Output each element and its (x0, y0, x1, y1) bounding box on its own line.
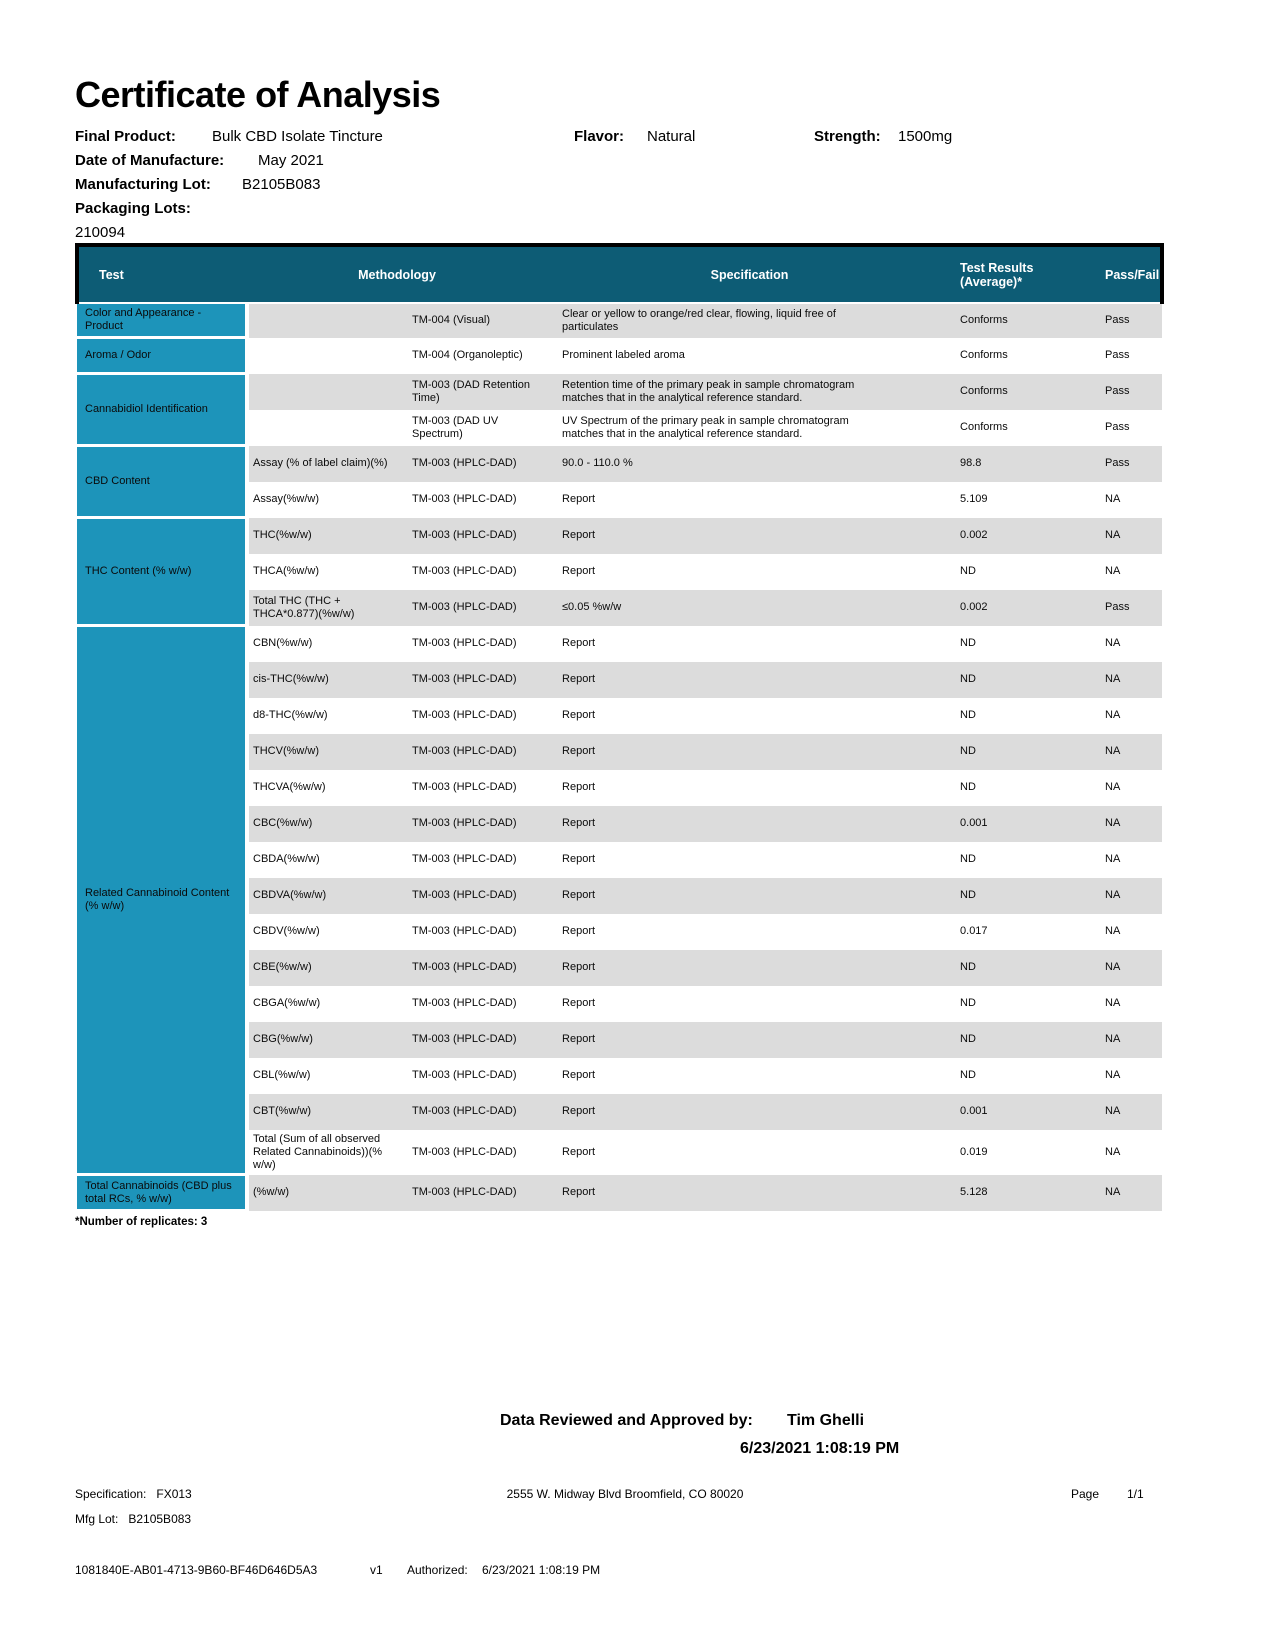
test-cell: Assay (% of label claim)(%) (247, 446, 407, 482)
result-cell: ND (952, 698, 1097, 734)
footer-document-id: 1081840E-AB01-4713-9B60-BF46D646D5A3 (75, 1563, 318, 1577)
specification-cell: 90.0 - 110.0 % (547, 446, 952, 482)
result-cell: ND (952, 842, 1097, 878)
test-group-cell: Color and Appearance - Product (77, 303, 247, 338)
specification-cell: ≤0.05 %w/w (547, 590, 952, 626)
test-cell (247, 338, 407, 374)
header-methodology: Methodology (247, 245, 547, 303)
passfail-cell: Pass (1097, 338, 1162, 374)
specification-cell: Report (547, 626, 952, 662)
methodology-cell: TM-003 (HPLC-DAD) (407, 986, 547, 1022)
result-cell: ND (952, 626, 1097, 662)
footer-authorized-label: Authorized: (407, 1563, 468, 1577)
header-test: Test (77, 245, 247, 303)
date-of-manufacture-label: Date of Manufacture: (75, 152, 225, 169)
methodology-cell: TM-003 (HPLC-DAD) (407, 1130, 547, 1175)
specification-cell: Report (547, 914, 952, 950)
specification-cell: Report (547, 1130, 952, 1175)
footer-mfg-lot-label: Mfg Lot: (75, 1512, 119, 1526)
test-cell: CBGA(%w/w) (247, 986, 407, 1022)
passfail-cell: NA (1097, 878, 1162, 914)
passfail-cell: NA (1097, 770, 1162, 806)
result-cell: ND (952, 662, 1097, 698)
passfail-cell: NA (1097, 734, 1162, 770)
passfail-cell: Pass (1097, 446, 1162, 482)
test-cell: CBT(%w/w) (247, 1094, 407, 1130)
methodology-cell: TM-003 (HPLC-DAD) (407, 1022, 547, 1058)
footer-authorized-datetime: 6/23/2021 1:08:19 PM (482, 1563, 601, 1577)
passfail-cell: NA (1097, 482, 1162, 518)
passfail-cell: NA (1097, 626, 1162, 662)
packaging-lots-label: Packaging Lots: (75, 200, 191, 217)
methodology-cell: TM-004 (Organoleptic) (407, 338, 547, 374)
test-group-cell: CBD Content (77, 446, 247, 518)
result-cell: Conforms (952, 338, 1097, 374)
methodology-cell: TM-003 (HPLC-DAD) (407, 482, 547, 518)
test-cell (247, 410, 407, 446)
passfail-cell: NA (1097, 1022, 1162, 1058)
passfail-cell: NA (1097, 698, 1162, 734)
specification-cell: Report (547, 482, 952, 518)
passfail-cell: NA (1097, 950, 1162, 986)
approved-by-label: Data Reviewed and Approved by: (500, 1412, 753, 1429)
strength-value: 1500mg (898, 128, 953, 145)
test-cell (247, 374, 407, 410)
test-cell: cis-THC(%w/w) (247, 662, 407, 698)
methodology-cell: TM-003 (HPLC-DAD) (407, 806, 547, 842)
test-cell: CBDA(%w/w) (247, 842, 407, 878)
footer-address: 2555 W. Midway Blvd Broomfield, CO 80020 (506, 1487, 744, 1501)
table-row (77, 338, 1162, 374)
result-cell: ND (952, 1058, 1097, 1094)
test-cell: Total THC (THC + THCA*0.877)(%w/w) (247, 590, 407, 626)
table-row (77, 374, 1162, 410)
footer-page-value: 1/1 (1127, 1487, 1144, 1501)
test-cell: CBC(%w/w) (247, 806, 407, 842)
manufacturing-lot-value: B2105B083 (242, 176, 321, 193)
methodology-cell: TM-003 (HPLC-DAD) (407, 1094, 547, 1130)
methodology-cell: TM-003 (HPLC-DAD) (407, 446, 547, 482)
methodology-cell: TM-003 (HPLC-DAD) (407, 626, 547, 662)
header-pass-fail: Pass/Fail (1097, 245, 1162, 303)
methodology-cell: TM-003 (HPLC-DAD) (407, 1058, 547, 1094)
result-cell: Conforms (952, 374, 1097, 410)
methodology-cell: TM-003 (HPLC-DAD) (407, 950, 547, 986)
passfail-cell: NA (1097, 986, 1162, 1022)
strength-label: Strength: (814, 128, 881, 145)
manufacturing-lot-label: Manufacturing Lot: (75, 176, 211, 193)
result-cell: 0.017 (952, 914, 1097, 950)
specification-cell: Report (547, 806, 952, 842)
flavor-value: Natural (647, 128, 696, 145)
methodology-cell: TM-003 (HPLC-DAD) (407, 518, 547, 554)
result-cell: ND (952, 1022, 1097, 1058)
result-cell: 0.002 (952, 590, 1097, 626)
test-cell: THCA(%w/w) (247, 554, 407, 590)
results-table (75, 243, 1160, 1212)
table-row (77, 303, 1162, 338)
result-cell: ND (952, 554, 1097, 590)
test-cell: CBL(%w/w) (247, 1058, 407, 1094)
specification-cell: Report (547, 1094, 952, 1130)
methodology-cell: TM-003 (HPLC-DAD) (407, 698, 547, 734)
result-cell: 5.128 (952, 1175, 1097, 1211)
replicates-footnote: *Number of replicates: 3 (75, 1216, 208, 1228)
methodology-cell: TM-003 (HPLC-DAD) (407, 842, 547, 878)
passfail-cell: Pass (1097, 303, 1162, 338)
test-cell: THCV(%w/w) (247, 734, 407, 770)
footer-specification-value: FX013 (156, 1487, 192, 1501)
specification-cell: Report (547, 734, 952, 770)
result-cell: 98.8 (952, 446, 1097, 482)
test-cell: (%w/w) (247, 1175, 407, 1211)
approval-datetime: 6/23/2021 1:08:19 PM (740, 1440, 900, 1457)
final-product-label: Final Product: (75, 128, 176, 145)
passfail-cell: NA (1097, 1058, 1162, 1094)
table-header-row (77, 245, 1162, 303)
passfail-cell: Pass (1097, 590, 1162, 626)
methodology-cell: TM-003 (HPLC-DAD) (407, 1175, 547, 1211)
passfail-cell: NA (1097, 842, 1162, 878)
test-cell: CBE(%w/w) (247, 950, 407, 986)
passfail-cell: NA (1097, 1094, 1162, 1130)
test-cell: CBG(%w/w) (247, 1022, 407, 1058)
header-test-results: Test Results (Average)* (952, 245, 1097, 303)
methodology-cell: TM-003 (HPLC-DAD) (407, 770, 547, 806)
footer-mfg-lot-value: B2105B083 (128, 1512, 192, 1526)
test-cell: Total (Sum of all observed Related Cannabinoids))(% w/w) (247, 1130, 407, 1175)
specification-cell: Report (547, 878, 952, 914)
table-row (77, 518, 1162, 554)
specification-cell: Prominent labeled aroma (547, 338, 952, 374)
methodology-cell: TM-003 (HPLC-DAD) (407, 554, 547, 590)
methodology-cell: TM-003 (HPLC-DAD) (407, 734, 547, 770)
test-cell: THCVA(%w/w) (247, 770, 407, 806)
test-group-cell: Cannabidiol Identification (77, 374, 247, 446)
methodology-cell: TM-003 (HPLC-DAD) (407, 590, 547, 626)
passfail-cell: NA (1097, 806, 1162, 842)
specification-cell: Report (547, 950, 952, 986)
specification-cell: Report (547, 662, 952, 698)
test-cell: CBDVA(%w/w) (247, 878, 407, 914)
test-group-cell: Aroma / Odor (77, 338, 247, 374)
specification-cell: Report (547, 554, 952, 590)
specification-cell: Report (547, 698, 952, 734)
result-cell: ND (952, 986, 1097, 1022)
test-cell: CBN(%w/w) (247, 626, 407, 662)
footer-page-label: Page (1071, 1487, 1100, 1501)
test-cell: d8-THC(%w/w) (247, 698, 407, 734)
result-cell: ND (952, 878, 1097, 914)
test-cell: CBDV(%w/w) (247, 914, 407, 950)
footer-mfg-lot (75, 1512, 191, 1526)
specification-cell: Retention time of the primary peak in sample chromatogram matches that in the analytical reference standard. (547, 374, 952, 410)
packaging-lots-value: 210094 (75, 224, 126, 241)
passfail-cell: Pass (1097, 410, 1162, 446)
methodology-cell: TM-003 (DAD Retention Time) (407, 374, 547, 410)
test-cell (247, 303, 407, 338)
result-cell: Conforms (952, 303, 1097, 338)
flavor-label: Flavor: (574, 128, 625, 145)
result-cell: 0.002 (952, 518, 1097, 554)
result-cell: 0.019 (952, 1130, 1097, 1175)
final-product-value: Bulk CBD Isolate Tincture (212, 128, 383, 145)
specification-cell: Report (547, 1175, 952, 1211)
methodology-cell: TM-004 (Visual) (407, 303, 547, 338)
specification-cell: Report (547, 770, 952, 806)
passfail-cell: NA (1097, 914, 1162, 950)
result-cell: ND (952, 770, 1097, 806)
table-row (77, 1175, 1162, 1211)
specification-cell: Report (547, 842, 952, 878)
test-group-cell: Total Cannabinoids (CBD plus total RCs, % w/w) (77, 1175, 247, 1211)
specification-cell: Report (547, 518, 952, 554)
passfail-cell: NA (1097, 518, 1162, 554)
table-row (77, 626, 1162, 662)
test-cell: THC(%w/w) (247, 518, 407, 554)
table-row (77, 446, 1162, 482)
test-group-cell: THC Content (% w/w) (77, 518, 247, 626)
methodology-cell: TM-003 (HPLC-DAD) (407, 914, 547, 950)
date-of-manufacture-value: May 2021 (258, 152, 324, 169)
methodology-cell: TM-003 (DAD UV Spectrum) (407, 410, 547, 446)
passfail-cell: NA (1097, 662, 1162, 698)
result-cell: Conforms (952, 410, 1097, 446)
footer-version: v1 (370, 1563, 383, 1577)
passfail-cell: NA (1097, 1130, 1162, 1175)
specification-cell: Clear or yellow to orange/red clear, flowing, liquid free of particulates (547, 303, 952, 338)
passfail-cell: NA (1097, 1175, 1162, 1211)
specification-cell: UV Spectrum of the primary peak in sample chromatogram matches that in the analytical reference standard. (547, 410, 952, 446)
result-cell: 5.109 (952, 482, 1097, 518)
passfail-cell: NA (1097, 554, 1162, 590)
methodology-cell: TM-003 (HPLC-DAD) (407, 878, 547, 914)
passfail-cell: Pass (1097, 374, 1162, 410)
specification-cell: Report (547, 1058, 952, 1094)
result-cell: ND (952, 734, 1097, 770)
result-cell: 0.001 (952, 1094, 1097, 1130)
methodology-cell: TM-003 (HPLC-DAD) (407, 662, 547, 698)
test-group-cell: Related Cannabinoid Content (% w/w) (77, 626, 247, 1175)
approver-name: Tim Ghelli (787, 1412, 865, 1429)
specification-cell: Report (547, 1022, 952, 1058)
test-cell: Assay(%w/w) (247, 482, 407, 518)
page-title: Certificate of Analysis (75, 74, 441, 115)
result-cell: ND (952, 950, 1097, 986)
result-cell: 0.001 (952, 806, 1097, 842)
footer-specification-label: Specification: (75, 1487, 147, 1501)
header-specification: Specification (547, 245, 952, 303)
specification-cell: Report (547, 986, 952, 1022)
